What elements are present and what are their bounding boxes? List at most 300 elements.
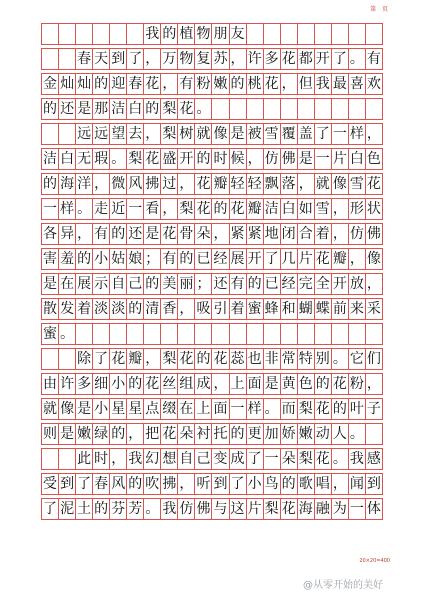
grid-cell: 像 [212,124,229,144]
grid-cell: 了 [127,49,144,69]
grid-cell: 着 [76,299,93,319]
grid-cell: 花 [195,174,212,194]
grid-cell: ， [178,474,195,494]
grid-cell: 也 [247,349,264,369]
grid-cell [93,24,110,44]
grid-cell: 多 [76,374,93,394]
grid-cell: 的 [247,274,264,294]
text-row [41,273,383,295]
grid-cell: 覆 [281,124,298,144]
grid-cell: 紧 [230,224,247,244]
grid-cell: 有 [366,51,381,67]
grid-cell: 时 [212,149,229,169]
grid-cell: 远 [93,124,110,144]
grid-cell: 骨 [178,224,195,244]
grid-cell [76,324,93,344]
grid-cell: 的 [230,74,247,94]
grid-cell: ， [366,276,381,292]
grid-cell: 佛 [281,149,298,169]
grid-cell: ， [127,424,144,444]
grid-cell: 花 [315,399,332,419]
grid-cell: 最 [332,74,349,94]
grid-cell: 了 [93,349,110,369]
grid-cell: 一 [264,449,281,469]
grid-cell [315,24,332,44]
grid-cell: 们 [366,351,381,367]
grid-cell: 小 [247,474,264,494]
grid-cell [298,324,315,344]
grid-cell: 的 [178,249,195,269]
grid-cell: 有 [93,224,110,244]
grid-cell: 展 [76,274,93,294]
grid-cell: 变 [212,449,229,469]
grid-cell: 放 [349,274,366,294]
grid-cell: 金 [42,74,59,94]
grid-cell: 自 [178,449,195,469]
grid-cell: 白 [59,149,76,169]
grid-cell: 小 [93,399,110,419]
grid-cell: 细 [93,374,110,394]
grid-cell: 开 [315,49,332,69]
grid-cell [315,324,332,344]
grid-cell: 梨 [178,199,195,219]
grid-cell: 各 [42,224,59,244]
grid-cell: ， [161,199,178,219]
grid-cell: 雪 [349,174,366,194]
grid-cell: 常 [281,349,298,369]
grid-cell: 雪 [315,199,332,219]
grid-cell [366,324,382,344]
grid-cell: 桃 [247,74,264,94]
grid-cell: ， [178,299,195,319]
grid-cell: ， [212,224,229,244]
grid-cell: 仿 [349,224,366,244]
grid-cell: 一 [315,149,332,169]
grid-cell: 己 [195,449,212,469]
grid-cell: 去 [127,124,144,144]
grid-cell [59,124,76,144]
grid-cell: 许 [59,374,76,394]
grid-cell: 的 [212,199,229,219]
grid-cell: 嫩 [212,74,229,94]
grid-cell: 到 [110,49,127,69]
grid-cell [127,24,144,44]
grid-cell: 洁 [264,199,281,219]
grid-cell: 花 [281,49,298,69]
grid-cell: 。 [110,149,127,169]
grid-cell [144,324,161,344]
grid-cell: 闻 [349,474,366,494]
grid-cell: 采 [366,301,381,317]
grid-cell: 粉 [195,74,212,94]
grid-cell: 朵 [178,424,195,444]
text-row [41,223,383,245]
grid-cell: 的 [127,299,144,319]
grid-cell: ， [144,49,161,69]
grid-cell: 了 [76,474,93,494]
grid-cell: 蜜 [247,299,264,319]
grid-cell: 万 [161,49,178,69]
grid-cell: 的 [332,399,349,419]
grid-cell: 。 [144,499,161,519]
grid-cell: 了 [264,249,281,269]
grid-cell: ， [161,74,178,94]
grid-cell: 土 [76,499,93,519]
grid-cell: 像 [332,174,349,194]
grid-cell: 落 [281,174,298,194]
grid-cell: 组 [178,374,195,394]
grid-cell [212,324,229,344]
grid-cell [110,324,127,344]
grid-cell: 展 [230,249,247,269]
grid-cell: 吸 [195,299,212,319]
grid-cell: 星 [110,399,127,419]
grid-cell: 植 [178,24,195,44]
grid-cell: 轻 [230,174,247,194]
grid-cell: 色 [298,374,315,394]
grid-cell [178,324,195,344]
grid-cell: 仿 [178,499,195,519]
grid-cell [281,24,298,44]
grid-cell: 非 [264,349,281,369]
grid-cell: 丝 [161,374,178,394]
grid-cell: 自 [110,274,127,294]
grid-cell: 瓣 [332,249,349,269]
grid-cell [298,24,315,44]
grid-cell: 了 [230,474,247,494]
grid-cell: 蜜 [42,324,59,344]
grid-cell: 淡 [93,299,110,319]
grid-cell: 望 [110,124,127,144]
grid-cell [349,99,366,119]
text-row [41,48,383,70]
grid-cell [42,124,59,144]
grid-cell [127,324,144,344]
grid-cell [247,99,264,119]
grid-cell: 白 [349,149,366,169]
grid-cell: 了 [247,449,264,469]
grid-cell: 了 [315,124,332,144]
grid-cell: 面 [247,374,264,394]
grid-cell: ， [366,376,381,392]
grid-cell: 的 [161,24,178,44]
grid-cell: 许 [247,49,264,69]
grid-cell: 我 [315,74,332,94]
grid-cell: ， [247,149,264,169]
grid-cell: 小 [93,249,110,269]
grid-cell: 的 [144,274,161,294]
grid-cell: ， [281,74,298,94]
grid-cell: 叶 [349,399,366,419]
grid-cell: 。 [349,49,366,69]
grid-cell: 星 [127,399,144,419]
grid-cell: 的 [110,424,127,444]
grid-cell: ， [332,224,349,244]
grid-cell: 到 [212,474,229,494]
grid-cell [281,99,298,119]
grid-cell: 有 [178,74,195,94]
grid-cell: 更 [247,424,264,444]
grid-cell: 佛 [195,499,212,519]
grid-cell: 经 [212,249,229,269]
text-row [41,498,383,520]
grid-cell: 与 [212,499,229,519]
grid-cell [315,99,332,119]
grid-cell: ， [298,174,315,194]
grid-cell: 了 [42,499,59,519]
grid-cell: 就 [315,174,332,194]
grid-cell: 朵 [195,224,212,244]
grid-cell: 梨 [161,349,178,369]
grid-cell: 蜂 [264,299,281,319]
grid-cell: 洁 [42,149,59,169]
grid-cell: ， [144,124,161,144]
grid-cell: 被 [247,124,264,144]
grid-cell: 。 [59,324,76,344]
grid-cell: 是 [59,424,76,444]
grid-cell: 近 [110,199,127,219]
grid-cell: 小 [110,374,127,394]
grid-cell: 样 [349,124,366,144]
grid-cell: 花 [230,199,247,219]
grid-cell: 友 [230,24,247,44]
grid-cell: 瓣 [212,174,229,194]
grid-cell: ； [144,249,161,269]
text-row [41,173,383,195]
grid-cell: 状 [366,201,381,217]
grid-cell: 花 [315,449,332,469]
grid-cell [298,99,315,119]
grid-cell: 。 [332,449,349,469]
grid-cell: 迎 [110,74,127,94]
grid-cell [59,49,76,69]
grid-cell: 树 [178,124,195,144]
grid-cell [281,324,298,344]
grid-cell: 盛 [161,149,178,169]
grid-cell: 淡 [110,299,127,319]
grid-cell: 的 [315,374,332,394]
grid-cell: 是 [264,374,281,394]
grid-cell: 幻 [144,449,161,469]
grid-cell [110,24,127,44]
grid-cell: 拂 [144,174,161,194]
grid-cell [332,99,349,119]
text-row [41,198,383,220]
grid-cell: 的 [127,374,144,394]
grid-cell: 受 [42,474,59,494]
grid-cell: 几 [281,249,298,269]
grid-cell: 的 [281,474,298,494]
grid-cell: 香 [161,299,178,319]
grid-cell: 开 [247,249,264,269]
grid-cell: 但 [298,74,315,94]
grid-cell: ， [212,374,229,394]
grid-cell: 一 [349,499,366,519]
grid-cell: 是 [76,99,93,119]
grid-cell: 灿 [76,74,93,94]
grid-cell: 片 [298,249,315,269]
grid-cell: 动 [315,424,332,444]
watermark: @从零开始的美好 [303,580,383,591]
title-row [41,23,383,45]
grid-cell: 远 [76,124,93,144]
grid-cell: 飘 [264,174,281,194]
grid-cell: 花 [178,99,195,119]
grid-cell: 微 [110,174,127,194]
grid-cell: 着 [230,299,247,319]
grid-cell: 而 [281,399,298,419]
grid-cell: 拂 [161,474,178,494]
grid-cell: 无 [76,149,93,169]
page-number-label: 第 页 [370,6,390,13]
grid-cell: 由 [42,374,59,394]
grid-cell: 轻 [247,174,264,194]
grid-cell: 想 [161,449,178,469]
grid-cell: 则 [42,424,59,444]
grid-cell: 花 [264,74,281,94]
grid-cell: 一 [42,199,59,219]
grid-cell: 。 [264,399,281,419]
text-row [41,73,383,95]
grid-cell: 丽 [178,274,195,294]
grid-cell: 过 [161,174,178,194]
grid-cell: 前 [332,299,349,319]
grid-cell: 有 [230,274,247,294]
grid-cell: 在 [59,274,76,294]
grid-cell: 我 [144,24,161,44]
grid-cell: 风 [127,174,144,194]
grid-cell: 缀 [161,399,178,419]
grid-cell [230,324,247,344]
grid-cell: 样 [247,399,264,419]
grid-cell: ， [366,126,381,142]
grid-cell: 的 [127,474,144,494]
grid-cell: 白 [127,99,144,119]
grid-cell: 全 [315,274,332,294]
grid-cell: 像 [366,251,381,267]
grid-cell [349,324,366,344]
grid-cell [42,349,59,369]
grid-cell: 花 [332,374,349,394]
text-row [41,248,383,270]
grid-cell: 花 [144,149,161,169]
grid-cell: 粉 [349,374,366,394]
grid-cell: 。 [332,349,349,369]
grid-cell [366,24,382,44]
text-row [41,98,383,120]
grid-cell: 。 [195,99,212,119]
grid-cell: 花 [144,74,161,94]
grid-cell: 苏 [212,49,229,69]
grid-cell: 娇 [281,424,298,444]
grid-cell: 在 [178,399,195,419]
grid-cell: 片 [332,149,349,169]
grid-cell: ， [230,49,247,69]
grid-cell: 物 [195,24,212,44]
grid-cell: 灿 [59,74,76,94]
grid-cell: 泥 [59,499,76,519]
grid-cell: 的 [42,99,59,119]
grid-cell: 白 [281,199,298,219]
grid-cell: 的 [230,424,247,444]
grid-cell: 朵 [281,449,298,469]
grid-cell [247,324,264,344]
grid-cell: 姑 [110,249,127,269]
grid-cell: 洁 [110,99,127,119]
grid-cell: 天 [93,49,110,69]
grid-cell [264,24,281,44]
grid-cell: 花 [178,349,195,369]
grid-cell: 开 [332,274,349,294]
grid-cell: 地 [264,224,281,244]
grid-cell: 已 [264,274,281,294]
grid-cell: 成 [195,374,212,394]
grid-cell: 黄 [281,374,298,394]
grid-cell: 样 [59,199,76,219]
grid-cell: 完 [298,274,315,294]
grid-cell: ， [332,199,349,219]
grid-cell: 瓣 [247,199,264,219]
grid-cell: 瑕 [93,149,110,169]
grid-cell: 着 [315,224,332,244]
grid-cell: 看 [144,199,161,219]
grid-cell: 是 [230,124,247,144]
grid-cell: 是 [42,274,59,294]
grid-cell: 那 [93,99,110,119]
grid-cell: 就 [195,124,212,144]
grid-cell: 都 [298,49,315,69]
grid-cell: 上 [230,374,247,394]
grid-cell: 到 [59,474,76,494]
grid-cell: 唱 [315,474,332,494]
grid-cell: 瓣 [127,349,144,369]
grid-cell: 羞 [59,249,76,269]
grid-cell [59,24,76,44]
grid-cell: 复 [195,49,212,69]
grid-cell: 把 [144,424,161,444]
grid-cell: 是 [144,224,161,244]
grid-cell: 花 [366,176,381,192]
text-row [41,148,383,170]
grid-cell: 歌 [298,474,315,494]
grid-cell [230,99,247,119]
grid-cell: 己 [127,274,144,294]
grid-cell: 芬 [110,499,127,519]
grid-cell: 花 [315,249,332,269]
grid-cell: 的 [195,149,212,169]
grid-cell [264,324,281,344]
grid-cell: 闭 [281,224,298,244]
grid-cell: ， [178,174,195,194]
grid-cell: ， [110,449,127,469]
grid-cell: ， [349,249,366,269]
grid-cell: 梨 [298,449,315,469]
grid-cell [332,324,349,344]
grid-cell: 一 [332,124,349,144]
grid-cell: 欢 [366,76,381,92]
grid-cell: 特 [298,349,315,369]
grid-cell: 有 [161,249,178,269]
grid-cell: 感 [366,451,381,467]
grid-cell: 一 [127,199,144,219]
grid-cell: 花 [195,199,212,219]
grid-cell: 绿 [93,424,110,444]
text-row [41,348,383,370]
grid-cell: 成 [230,449,247,469]
grid-cell: 合 [298,224,315,244]
grid-cell: 就 [42,399,59,419]
text-row [41,323,383,345]
